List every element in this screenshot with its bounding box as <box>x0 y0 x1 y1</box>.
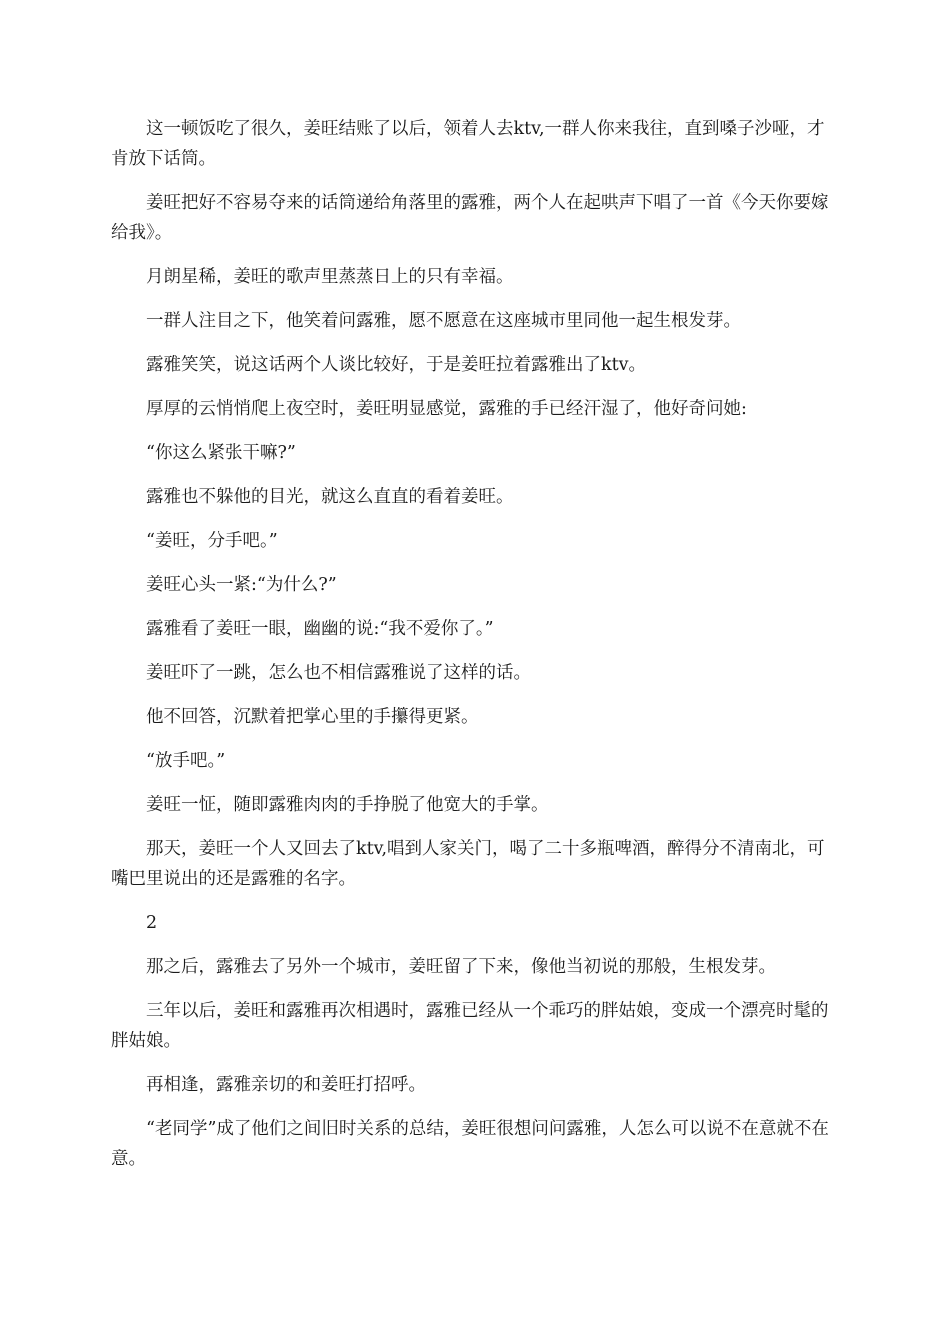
paragraph: 姜旺吓了一跳，怎么也不相信露雅说了这样的话。 <box>146 663 531 683</box>
document-body <box>111 114 833 1188</box>
paragraph: “你这么紧张干嘛?” <box>146 443 296 463</box>
paragraph: 这一顿饭吃了很久，姜旺结账了以后，领着人去ktv,一群人你来我往，直到嗓子沙哑，才肯放下话筒。 <box>111 119 825 169</box>
paragraph: 厚厚的云悄悄爬上夜空时，姜旺明显感觉，露雅的手已经汗湿了，他好奇问她: <box>146 399 747 419</box>
paragraph: “老同学”成了他们之间旧时关系的总结，姜旺很想问问露雅，人怎么可以说不在意就不在意。 <box>111 1119 829 1169</box>
paragraph: 姜旺把好不容易夺来的话筒递给角落里的露雅，两个人在起哄声下唱了一首《今天你要嫁给我》。 <box>111 193 829 243</box>
paragraph: 他不回答，沉默着把掌心里的手攥得更紧。 <box>146 707 479 727</box>
paragraph: 姜旺一怔，随即露雅肉肉的手挣脱了他宽大的手掌。 <box>146 795 549 815</box>
paragraph: 那天，姜旺一个人又回去了ktv,唱到人家关门，喝了二十多瓶啤酒，醉得分不清南北，可嘴巴里说出的还是露雅的名字。 <box>111 839 825 889</box>
paragraph: 露雅笑笑，说这话两个人谈比较好，于是姜旺拉着露雅出了ktv。 <box>146 355 647 375</box>
paragraph: 一群人注目之下，他笑着问露雅，愿不愿意在这座城市里同他一起生根发芽。 <box>146 311 741 331</box>
section-number: 2 <box>146 913 158 933</box>
paragraph: 露雅看了姜旺一眼，幽幽的说:“我不爱你了。” <box>146 619 494 639</box>
paragraph: 姜旺心头一紧:“为什么?” <box>146 575 337 595</box>
paragraph: 再相逢，露雅亲切的和姜旺打招呼。 <box>146 1075 426 1095</box>
paragraph: 三年以后，姜旺和露雅再次相遇时，露雅已经从一个乖巧的胖姑娘，变成一个漂亮时髦的胖姑娘。 <box>111 1001 829 1051</box>
paragraph: “姜旺，分手吧。” <box>146 531 278 551</box>
paragraph: 那之后，露雅去了另外一个城市，姜旺留了下来，像他当初说的那般，生根发芽。 <box>146 957 776 977</box>
paragraph: 露雅也不躲他的目光，就这么直直的看着姜旺。 <box>146 487 514 507</box>
paragraph: 月朗星稀，姜旺的歌声里蒸蒸日上的只有幸福。 <box>146 267 514 287</box>
paragraph: “放手吧。” <box>146 751 226 771</box>
